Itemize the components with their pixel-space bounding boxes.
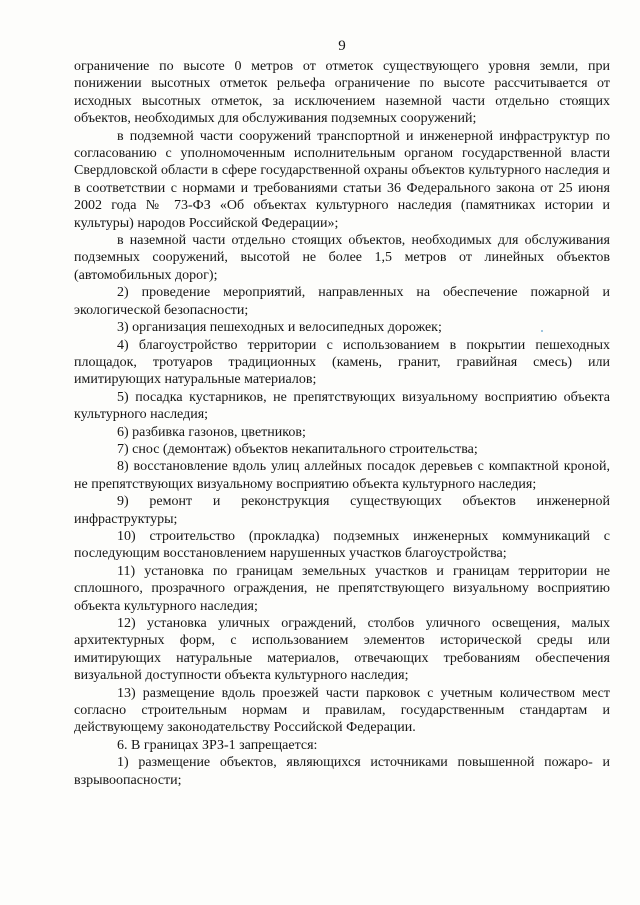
list-item-5: 5) посадка кустарников, не препятствующих визуальному восприятию объекта культурного наследия; — [74, 389, 610, 423]
paragraph-2: в подземной части сооружений транспортной и инженерной инфраструктур по согласованию с уполномоченным исполнительным органом государственной власти Свердловской области в сфере государственной охраны объектов культурного наследия и в соответствии с нормами и требованиями статьи 36 Федерального закона от 25 июня 2002 года № 73-ФЗ «Об объектах культурного наследия (памятниках истории и культуры) народов Российской Федерации»; — [74, 128, 610, 231]
list-item-10: 10) строительство (прокладка) подземных инженерных коммуникаций с последующим восстановлением нарушенных участков благоустройства; — [74, 528, 610, 562]
paragraph-3: в наземной части отдельно стоящих объектов, необходимых для обслуживания подземных сооружений, высотой не более 1,5 метров от линейных объектов (автомобильных дорог); — [74, 233, 610, 283]
list-item-6: 6) разбивка газонов, цветников; — [117, 424, 306, 440]
list-item-7: 7) снос (демонтаж) объектов некапитального строительства; — [117, 441, 478, 457]
list-item-13: 13) размещение вдоль проезжей части парковок с учетным количеством мест согласно строительным нормам и правилам, государственным стандартам и действующему законодательству Российской Федерации. — [74, 685, 610, 736]
list-item-2: 2) проведение мероприятий, направленных на обеспечение пожарной и экологической безопасности; — [74, 285, 610, 318]
list-item-9: 9) ремонт и реконструкция существующих объектов инженерной инфраструктуры; — [74, 494, 610, 527]
list-item-11: 11) установка по границам земельных участков и границам территории не сплошного, прозрачного ограждения, не препятствующего визуальному восприятию объекта культурного наследия; — [74, 563, 610, 614]
scan-speck — [541, 330, 543, 332]
list-item-12: 12) установка уличных ограждений, столбов уличного освещения, малых архитектурных форм, с использованием элементов исторической среды или имитирующих натуральные материалов, отвечающих требованиям обеспечения визуальной доступности объекта культурного наследия; — [74, 616, 610, 684]
list-item-4: 4) благоустройство территории с использованием в покрытии пешеходных площадок, тротуаров традиционных (камень, гранит, гравийная смесь) или имитирующих натуральные материалов; — [74, 337, 610, 388]
page-number: 9 — [338, 38, 346, 54]
document-body — [74, 58, 610, 789]
list-item-3: 3) организация пешеходных и велосипедных дорожек; — [117, 320, 442, 336]
list-item-8: 8) восстановление вдоль улиц аллейных посадок деревьев с компактной кроной, не препятствующих визуальному восприятию объекта культурного наследия; — [74, 459, 610, 492]
paragraph-1: ограничение по высоте 0 метров от отметок существующего уровня земли, при понижении высотных отметок рельефа ограничение по высоте рассчитывается от исходных высотных отметок, за исключением наземной части отдельно стоящих объектов, необходимых для обслуживания подземных сооружений; — [74, 59, 610, 127]
section-heading-6: 6. В границах ЗРЗ-1 запрещается: — [117, 737, 318, 753]
prohibited-item-1: 1) размещение объектов, являющихся источниками повышенной пожаро- и взрывоопасности; — [74, 755, 610, 788]
